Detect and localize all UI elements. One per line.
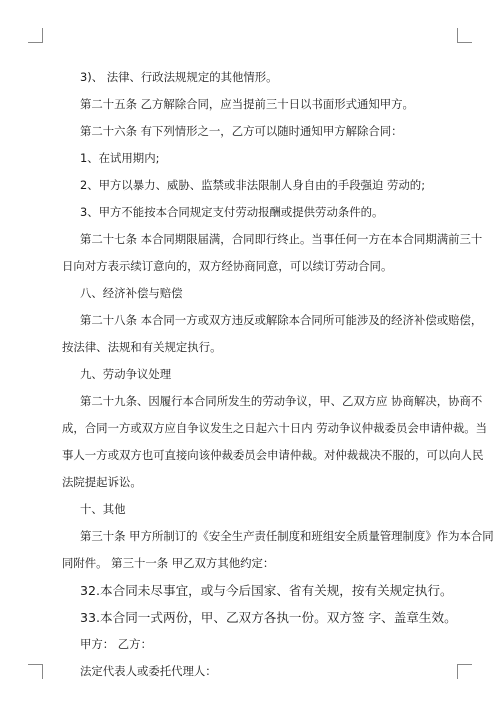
signature-representative: 法定代表人或委托代理人： [80, 664, 217, 678]
clause-line: 1、在试用期内; [80, 151, 160, 165]
clause-line: 事人一方或双方也可直接向该仲裁委员会申请仲裁。对仲裁裁决不服的，可以向人民 [62, 448, 484, 462]
document-body [62, 64, 494, 685]
clause-line: 33.本合同一式两份，甲、乙双方各执一份。双方签 字、盖章生效。 [80, 610, 457, 625]
clause-line: 第二十八条 本合同一方或双方违反或解除本合同所可能涉及的经济补偿或赔偿， [80, 313, 483, 327]
clause-line: 同附件。 第三十一条 甲乙双方其他约定： [62, 556, 275, 570]
clause-line: 第二十六条 有下列情形之一，乙方可以随时通知甲方解除合同： [80, 124, 403, 138]
crop-mark-bottom-right [457, 664, 472, 679]
clause-line: 日向对方表示续订意向的，双方经协商同意，可以续订劳动合同。 [62, 259, 393, 273]
clause-line: 3)、 法律、行政法规规定的其他情形。 [80, 70, 278, 84]
clause-line: 32.本合同未尽事宜，或与今后国家、省有关规，按有关规定执行。 [80, 583, 453, 598]
section-heading: 九、劳动争议处理 [80, 367, 172, 381]
clause-line: 第三十条 甲方所制订的《安全生产责任制度和班组安全质量管理制度》作为本合同 [80, 529, 494, 543]
clause-line: 2、甲方以暴力、威胁、监禁或非法限制人身自由的手段强迫 劳动的; [80, 178, 426, 192]
clause-line: 第二十五条 乙方解除合同，应当提前三十日以书面形式通知甲方。 [80, 97, 414, 111]
crop-mark-top-left [28, 28, 43, 43]
signature-parties: 甲方： 乙方： [80, 637, 152, 651]
section-heading: 八、经济补偿与赔偿 [80, 286, 183, 300]
clause-line: 按法律、法规和有关规定执行。 [62, 340, 222, 354]
crop-mark-top-right [457, 28, 472, 43]
crop-mark-bottom-left [28, 664, 43, 679]
clause-line: 3、甲方不能按本合同规定支付劳动报酬或提供劳动条件的。 [80, 205, 384, 219]
clause-line: 第二十九条、因履行本合同所发生的劳动争议，甲、乙双方应 协商解决，协商不 [80, 394, 483, 408]
clause-line: 第二十七条 本合同期限届满，合同即行终止。当事任何一方在本合同期满前三十 [80, 232, 483, 246]
section-heading: 十、其他 [80, 502, 126, 516]
clause-line: 法院提起诉讼。 [62, 475, 142, 489]
clause-line: 成，合同一方或双方应自争议发生之日起六十日内 劳动争议仲裁委员会申请仲裁。当 [62, 421, 488, 435]
